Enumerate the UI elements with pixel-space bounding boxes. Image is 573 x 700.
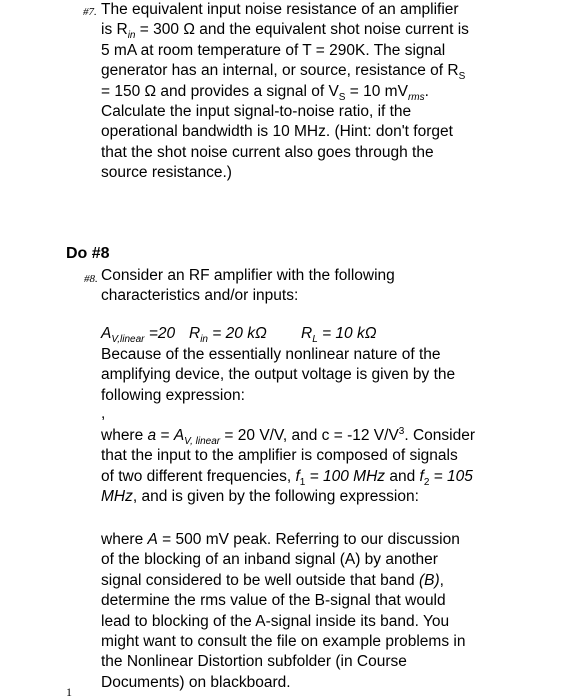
text-line: where A = 500 mV peak. Referring to our discussion [101, 531, 460, 548]
text-line: determine the rms value of the B-signal that would [101, 592, 446, 610]
text-line: source resistance.) [101, 164, 232, 182]
text-line: The equivalent input noise resistance of an amplifier [101, 1, 459, 18]
text-line: of two different frequencies, $f_1 = 100$ MHz and $f_2 = 105$ [101, 467, 473, 488]
gain-parameter: $A_{V,linear} =20$ [101, 325, 176, 346]
text-line: MHz, and is given by the following expression: [101, 488, 419, 506]
text-line: amplifying device, the output voltage is given by the [101, 366, 456, 384]
problem-8-nonlinear-text [101, 345, 455, 406]
text-line: characteristics and/or inputs: [101, 287, 299, 305]
problem-8-blocking-text [101, 530, 465, 693]
section-heading: Do #8 [66, 245, 110, 262]
page-number: 1 [66, 685, 72, 699]
problem-8-where-text [101, 426, 475, 508]
text-line: = 150 Ω and provides a signal of $V_S = 10$ $mV_{rms}$. [101, 82, 429, 103]
problem-8-number: #8. [84, 273, 98, 285]
text-line: the Nonlinear Distortion subfolder (in Course [101, 653, 407, 671]
problem-8-intro [101, 266, 395, 307]
text-line: signal considered to be well outside that band (B), [101, 571, 444, 589]
equation-placeholder-comma: , [101, 405, 106, 422]
problem-7-number: #7. [83, 6, 97, 18]
text-line: that the input to the amplifier is composed of signals [101, 447, 458, 465]
text-line: Documents) on blackboard. [101, 673, 291, 691]
problem-7-text [101, 0, 469, 184]
load-resistance-parameter: $R_L = 10$ kΩ [301, 325, 377, 346]
input-resistance-parameter: $R_{in} = 20$ kΩ [189, 325, 267, 346]
text-line: operational bandwidth is 10 MHz. (Hint: don't forget [101, 123, 453, 141]
text-line: Because of the essentially nonlinear nature of the [101, 346, 441, 363]
parameter-list [101, 324, 377, 346]
text-line: where $a = A_{V, linear} = 20$ V/V, and c = -12 $V/V^3$. Consider [101, 425, 476, 448]
text-line: generator has an internal, or source, resistance of $R_S$ [101, 62, 466, 83]
text-line: lead to blocking of the A-signal inside its band. You [101, 612, 450, 630]
text-line: might want to consult the file on example problems in [101, 632, 466, 650]
text-line: that the shot noise current also goes through the [101, 143, 434, 161]
text-line: of the blocking of an inband signal (A) by another [101, 551, 438, 569]
text-line: Calculate the input signal-to-noise ratio, if the [101, 102, 412, 120]
text-line: is $R_{in} = 300$ Ω and the equivalent shot noise current is [101, 21, 469, 42]
text-line: 5 mA at room temperature of T = 290K. The signal [101, 41, 446, 59]
text-line: Consider an RF amplifier with the following [101, 267, 395, 284]
text-line: following expression: [101, 386, 245, 404]
